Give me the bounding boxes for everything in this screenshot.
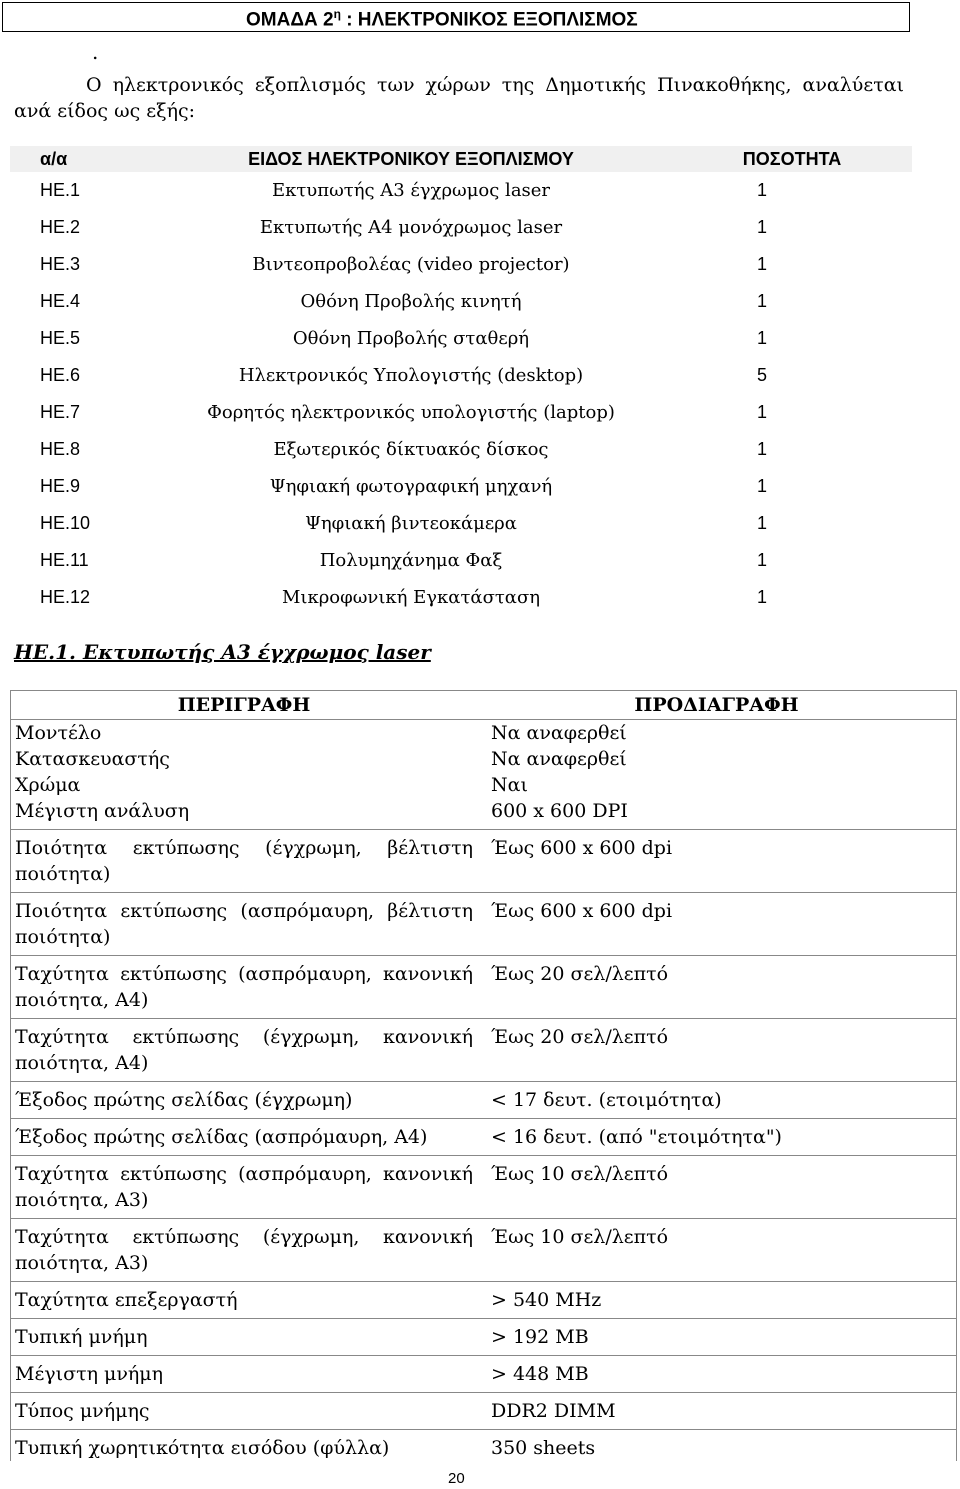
summary-cell-qty: 1	[756, 291, 767, 311]
summary-cell-qty: 1	[756, 476, 767, 496]
spec-value: < 16 δευτ. (από "ετοιμότητα")	[477, 1119, 957, 1156]
spec-value: Έως 600 x 600 dpi	[477, 830, 957, 893]
spec-description: Κατασκευαστής	[11, 746, 478, 772]
header-specification: ΠΡΟΔΙΑΓΡΑΦΗ	[477, 691, 957, 720]
spec-value: 600 x 600 DPI	[477, 798, 957, 830]
summary-cell-desc: Εξωτερικός δίκτυακός δίσκος	[273, 439, 549, 460]
spec-description: Έξοδος πρώτης σελίδας (ασπρόμαυρη, Α4)	[11, 1119, 478, 1156]
spec-row	[11, 772, 957, 798]
spec-description: Ταχύτητα εκτύπωσης (ασπρόμαυρη, κανονική ποιότητα, Α3)	[11, 1156, 478, 1219]
summary-header-row	[10, 146, 912, 172]
spec-table	[10, 690, 957, 1461]
spec-value: > 192 MB	[477, 1319, 957, 1356]
header-description: ΠΕΡΙΓΡΑΦΗ	[11, 691, 478, 720]
summary-cell-desc: Μικροφωνική Εγκατάσταση	[281, 587, 541, 608]
summary-row	[10, 209, 912, 246]
summary-cell-code: ΗΕ.8	[40, 439, 81, 459]
summary-row	[10, 394, 912, 431]
summary-cell-qty: 1	[756, 439, 767, 459]
summary-cell-code: ΗΕ.9	[40, 476, 81, 496]
spec-row	[11, 746, 957, 772]
spec-row	[11, 956, 957, 1019]
summary-row	[10, 579, 912, 616]
summary-cell-code: ΗΕ.11	[40, 550, 89, 570]
spec-description: Τυπική μνήμη	[11, 1319, 478, 1356]
spec-value: Έως 20 σελ/λεπτό	[477, 956, 957, 1019]
spec-value: Έως 10 σελ/λεπτό	[477, 1219, 957, 1282]
section-heading-box	[2, 2, 910, 32]
summary-cell-desc: Εκτυπωτής Α3 έγχρωμος laser	[271, 180, 551, 201]
spec-value: Να αναφερθεί	[477, 720, 957, 747]
spec-description: Ταχύτητα εκτύπωσης (έγχρωμη, κανονική ποιότητα, Α3)	[11, 1219, 478, 1282]
spec-row	[11, 1282, 957, 1319]
summary-row	[10, 320, 912, 357]
spec-description: Ταχύτητα επεξεργαστή	[11, 1282, 478, 1319]
summary-cell-qty: 1	[756, 513, 767, 533]
summary-cell-desc: Πολυμηχάνημα Φαξ	[319, 550, 503, 571]
spec-description: Τύπος μνήμης	[11, 1393, 478, 1430]
summary-cell-qty: 1	[756, 328, 767, 348]
spec-row	[11, 798, 957, 830]
header-quantity: ΠΟΣΟΤΗΤΑ	[672, 146, 912, 172]
spec-row	[11, 1219, 957, 1282]
summary-cell-desc: Ψηφιακή φωτογραφική μηχανή	[269, 476, 553, 497]
summary-row	[10, 246, 912, 283]
spec-description: Μέγιστη ανάλυση	[11, 798, 478, 830]
spec-description: Τυπική χωρητικότητα εισόδου (φύλλα)	[11, 1430, 478, 1462]
spec-row	[11, 1119, 957, 1156]
summary-row	[10, 172, 912, 209]
subsection-heading: ΗΕ.1. Εκτυπωτής Α3 έγχρωμος laser	[14, 640, 431, 664]
spec-row	[11, 1393, 957, 1430]
intro-paragraph: Ο ηλεκτρονικός εξοπλισμός των χώρων της Δημοτικής Πινακοθήκης, αναλύεται ανά είδος ως εξής:	[14, 74, 904, 122]
spec-description: Μοντέλο	[11, 720, 478, 747]
spec-row	[11, 830, 957, 893]
summary-cell-desc: Οθόνη Προβολής κινητή	[300, 291, 522, 312]
summary-cell-code: ΗΕ.3	[40, 254, 81, 274]
summary-cell-qty: 1	[756, 217, 767, 237]
summary-cell-qty: 1	[756, 550, 767, 570]
spec-value: 350 sheets	[477, 1430, 957, 1462]
summary-cell-desc: Ηλεκτρονικός Υπολογιστής (desktop)	[238, 365, 584, 386]
stray-dot: .	[92, 40, 99, 64]
spec-row	[11, 1430, 957, 1462]
summary-cell-qty: 1	[756, 180, 767, 200]
spec-description: Χρώμα	[11, 772, 478, 798]
summary-cell-qty: 1	[756, 254, 767, 274]
summary-cell-qty: 1	[756, 402, 767, 422]
summary-cell-code: ΗΕ.4	[40, 291, 81, 311]
spec-description: Ταχύτητα εκτύπωσης (έγχρωμη, κανονική ποιότητα, Α4)	[11, 1019, 478, 1082]
summary-cell-code: ΗΕ.1	[40, 180, 81, 200]
summary-cell-code: ΗΕ.7	[40, 402, 81, 422]
summary-row	[10, 542, 912, 579]
equipment-summary-table	[10, 146, 912, 616]
summary-row	[10, 431, 912, 468]
summary-cell-desc: Οθόνη Προβολής σταθερή	[292, 328, 530, 349]
summary-cell-desc: Εκτυπωτής Α4 μονόχρωμος laser	[259, 217, 563, 238]
spec-value: > 448 MB	[477, 1356, 957, 1393]
section-heading	[246, 7, 638, 31]
spec-value: < 17 δευτ. (ετοιμότητα)	[477, 1082, 957, 1119]
summary-cell-code: ΗΕ.6	[40, 365, 81, 385]
spec-row	[11, 1356, 957, 1393]
spec-value: Ναι	[477, 772, 957, 798]
summary-row	[10, 357, 912, 394]
spec-value: > 540 MHz	[477, 1282, 957, 1319]
summary-cell-qty: 1	[756, 587, 767, 607]
spec-row	[11, 1019, 957, 1082]
spec-value: Έως 20 σελ/λεπτό	[477, 1019, 957, 1082]
spec-row	[11, 893, 957, 956]
spec-value: DDR2 DIMM	[477, 1393, 957, 1430]
spec-row	[11, 1156, 957, 1219]
summary-cell-qty: 5	[756, 365, 767, 385]
summary-cell-code: ΗΕ.10	[40, 513, 91, 533]
spec-value: Έως 600 x 600 dpi	[477, 893, 957, 956]
summary-cell-desc: Βιντεοπροβολέας (video projector)	[252, 254, 570, 275]
spec-description: Ποιότητα εκτύπωσης (ασπρόμαυρη, βέλτιστη ποιότητα)	[11, 893, 478, 956]
spec-row	[11, 720, 957, 747]
heading-title: ΟΜΑΔΑ 2	[246, 9, 334, 31]
spec-row	[11, 1082, 957, 1119]
spec-row	[11, 1319, 957, 1356]
summary-row	[10, 505, 912, 542]
spec-description: Ταχύτητα εκτύπωσης (ασπρόμαυρη, κανονική ποιότητα, Α4)	[11, 956, 478, 1019]
summary-row	[10, 468, 912, 505]
header-index: α/α	[10, 146, 150, 172]
summary-cell-code: ΗΕ.5	[40, 328, 81, 348]
spec-description: Μέγιστη μνήμη	[11, 1356, 478, 1393]
spec-header-row	[11, 691, 957, 720]
spec-value: Έως 10 σελ/λεπτό	[477, 1156, 957, 1219]
heading-superscript: η	[333, 7, 341, 21]
spec-value: Να αναφερθεί	[477, 746, 957, 772]
summary-cell-desc: Φορητός ηλεκτρονικός υπολογιστής (laptop)	[207, 402, 615, 423]
page-number: 20	[448, 1470, 465, 1487]
spec-description: Ποιότητα εκτύπωσης (έγχρωμη, βέλτιστη ποιότητα)	[11, 830, 478, 893]
summary-cell-code: ΗΕ.2	[40, 217, 81, 237]
spec-description: Έξοδος πρώτης σελίδας (έγχρωμη)	[11, 1082, 478, 1119]
heading-rest: : ΗΛΕΚΤΡΟΝΙΚΟΣ ΕΞΟΠΛΙΣΜΟΣ	[346, 9, 638, 31]
summary-cell-desc: Ψηφιακή βιντεοκάμερα	[305, 513, 517, 534]
header-equipment-type: ΕΙΔΟΣ ΗΛΕΚΤΡΟΝΙΚΟΥ ΕΞΟΠΛΙΣΜΟΥ	[150, 146, 672, 172]
summary-row	[10, 283, 912, 320]
summary-cell-code: ΗΕ.12	[40, 587, 91, 607]
